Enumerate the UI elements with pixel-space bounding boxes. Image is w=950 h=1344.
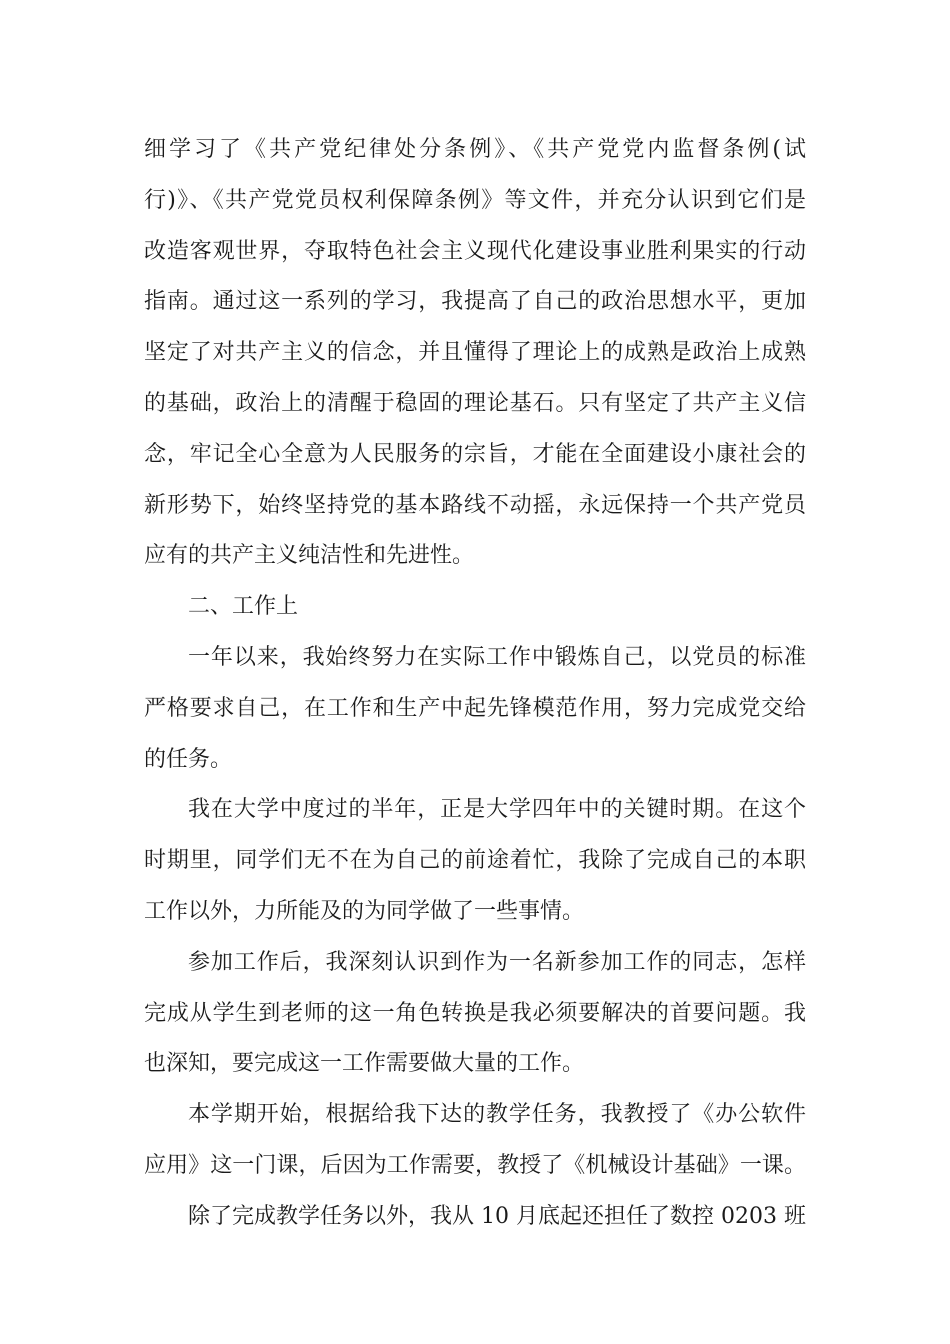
text-line: 一年以来，我始终努力在实际工作中锻炼自己，以党员的标准 (188, 644, 806, 670)
text-line: 完成从学生到老师的这一角色转换是我必须要解决的首要问题。我 (144, 1000, 806, 1026)
text-line: 工作以外，力所能及的为同学做了一些事情。 (144, 898, 585, 924)
text-line: 坚定了对共产主义的信念，并且懂得了理论上的成熟是政治上成熟 (144, 340, 806, 366)
text-line: 参加工作后，我深刻认识到作为一名新参加工作的同志，怎样 (188, 949, 806, 975)
text-line: 细学习了《共产党纪律处分条例》、《共产党党内监督条例(试 (144, 137, 806, 162)
text-line: 改造客观世界，夺取特色社会主义现代化建设事业胜利果实的行动 (144, 238, 806, 264)
text-line: 也深知，要完成这一工作需要做大量的工作。 (144, 1051, 585, 1077)
text-line: 我在大学中度过的半年，正是大学四年中的关键时期。在这个 (188, 797, 806, 823)
text-line: 二、工作上 (188, 594, 299, 620)
text-line: 应有的共产主义纯洁性和先进性。 (144, 543, 475, 569)
text-line: 应用》这一门课，后因为工作需要，教授了《机械设计基础》一课。 (144, 1152, 806, 1178)
text-line: 指南。通过这一系列的学习，我提高了自己的政治思想水平，更加 (144, 289, 806, 315)
text-line: 的任务。 (144, 746, 233, 772)
text-line: 本学期开始，根据给我下达的教学任务，我教授了《办公软件 (188, 1102, 806, 1128)
text-line: 时期里，同学们无不在为自己的前途着忙，我除了完成自己的本职 (144, 848, 806, 874)
text-line: 念，牢记全心全意为人民服务的宗旨，才能在全面建设小康社会的 (144, 441, 806, 467)
text-line: 新形势下，始终坚持党的基本路线不动摇，永远保持一个共产党员 (144, 492, 806, 518)
text-line: 的基础，政治上的清醒于稳固的理论基石。只有坚定了共产主义信 (144, 390, 806, 416)
text-line: 除了完成教学任务以外，我从 10 月底起还担任了数控 0203 班 (188, 1203, 806, 1229)
document-body (144, 125, 806, 1243)
text-line: 行)》、《共产党党员权利保障条例》等文件，并充分认识到它们是 (144, 187, 806, 213)
text-line: 严格要求自己，在工作和生产中起先锋模范作用，努力完成党交给 (144, 695, 806, 721)
